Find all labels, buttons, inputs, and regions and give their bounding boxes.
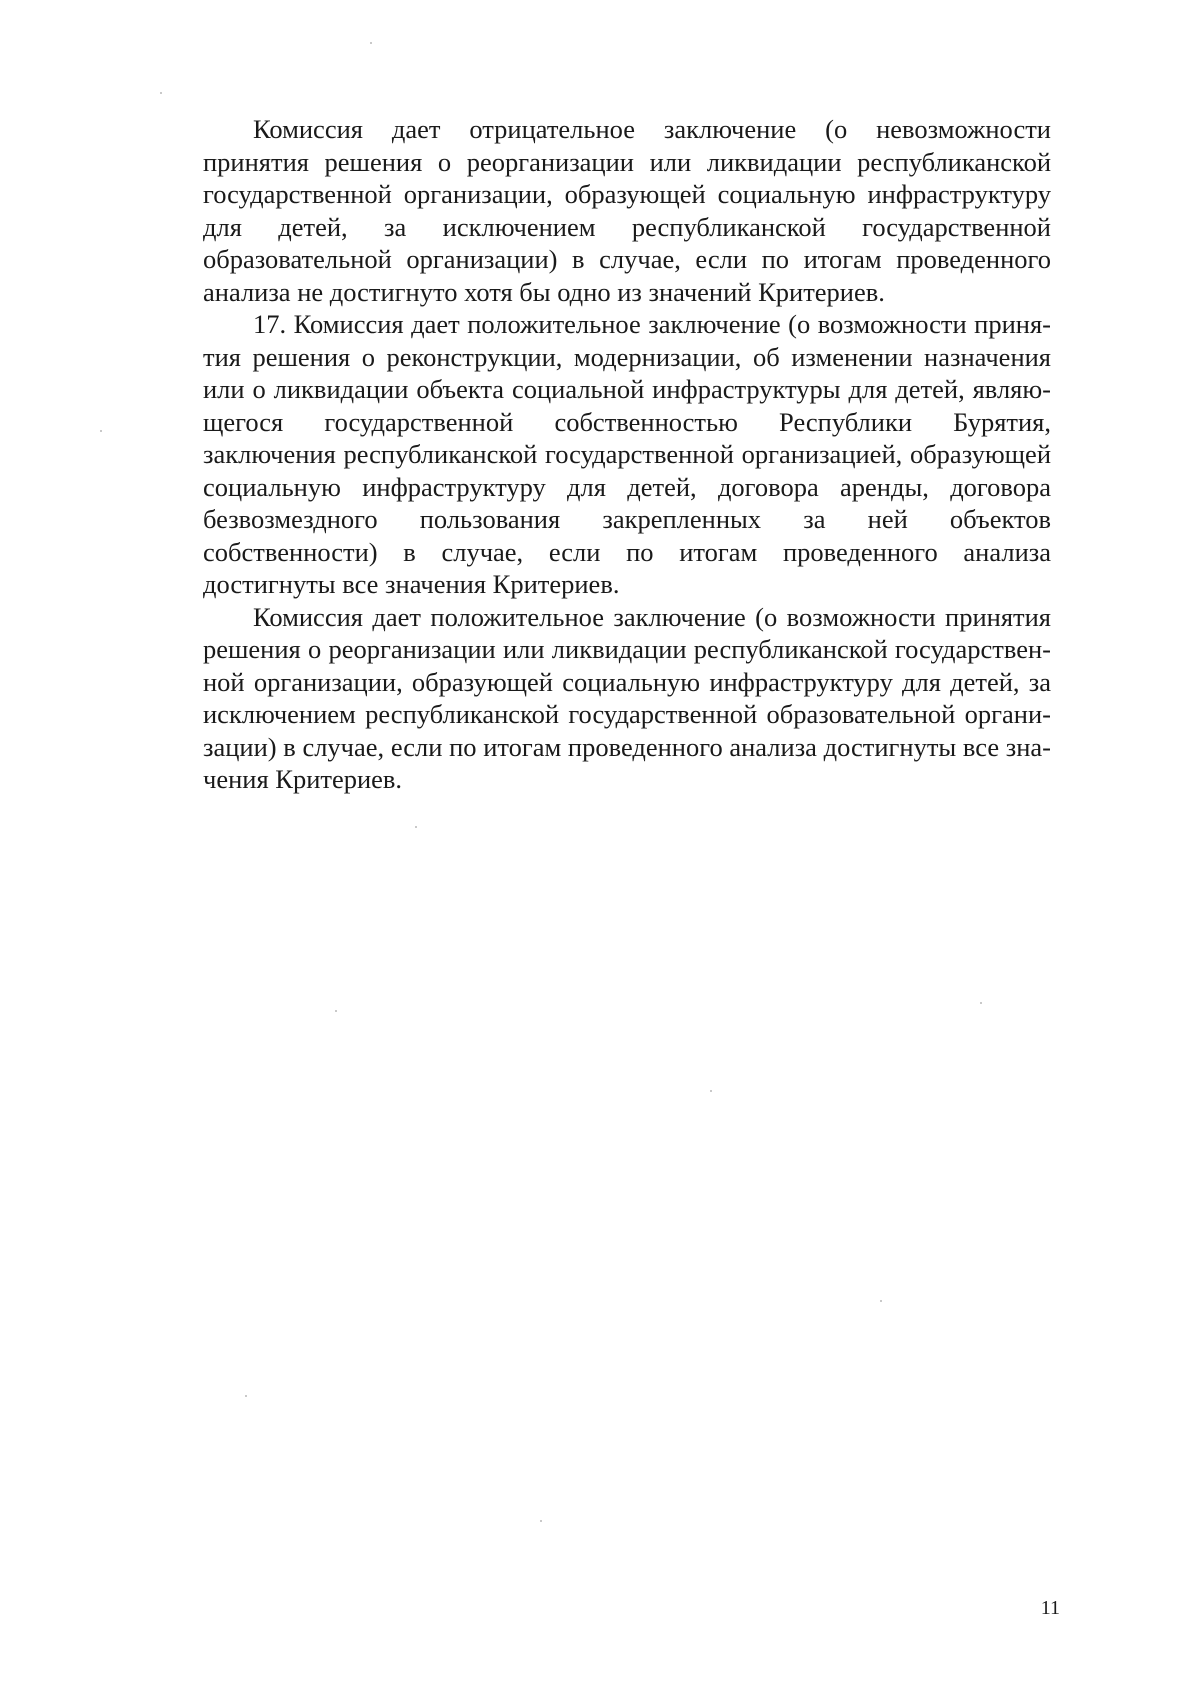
paragraph-negative-conclusion: Комиссия дает отрицательное заключение (о невозможности принятия решения о реорганизации или ликвидации республиканской государственной организации, образующей социальную инфраструктуру для детей, за исключением республиканской государственной образовательной организации) в случае, если по итогам проведенного анализа не достигнуто хотя бы одно из значений Критериев.	[203, 114, 1051, 307]
scan-speck	[710, 1090, 712, 1092]
scan-speck	[540, 1520, 542, 1522]
scan-speck	[980, 1002, 982, 1004]
scan-speck	[100, 430, 102, 432]
scan-speck	[880, 1300, 882, 1302]
page-number: 11	[1040, 1597, 1060, 1619]
scan-speck	[370, 42, 372, 44]
document-body	[203, 113, 1051, 796]
scan-speck	[335, 1010, 337, 1012]
scan-speck	[245, 1395, 247, 1397]
scan-speck	[160, 92, 162, 94]
scan-speck	[415, 826, 417, 828]
paragraph-positive-conclusion-reorganization: Комиссия дает положительное заключение (о возможности принятия решения о реорганизации или ликвидации республиканской государственной организации, образующей социальную инфраструктуру для детей, за исключением республиканской государственной образовательной организации) в случае, если по итогам проведенного анализа достигнуты все значения Критериев.	[203, 601, 1051, 794]
paragraph-17-positive-conclusion: 17. Комиссия дает положительное заключение (о возможности принятия решения о реконструкции, модернизации, об изменении назначения или о ликвидации объекта социальной инфраструктуры для детей, являющегося государственной собственностью Республики Бурятия, заключения республиканской государственной организацией, образующей социальную инфраструктуру для детей, договора аренды, договора безвозмездного пользования закрепленных за ней объектов собственности) в случае, если по итогам проведенного анализа достигнуты все значения Критериев.	[203, 309, 1051, 599]
